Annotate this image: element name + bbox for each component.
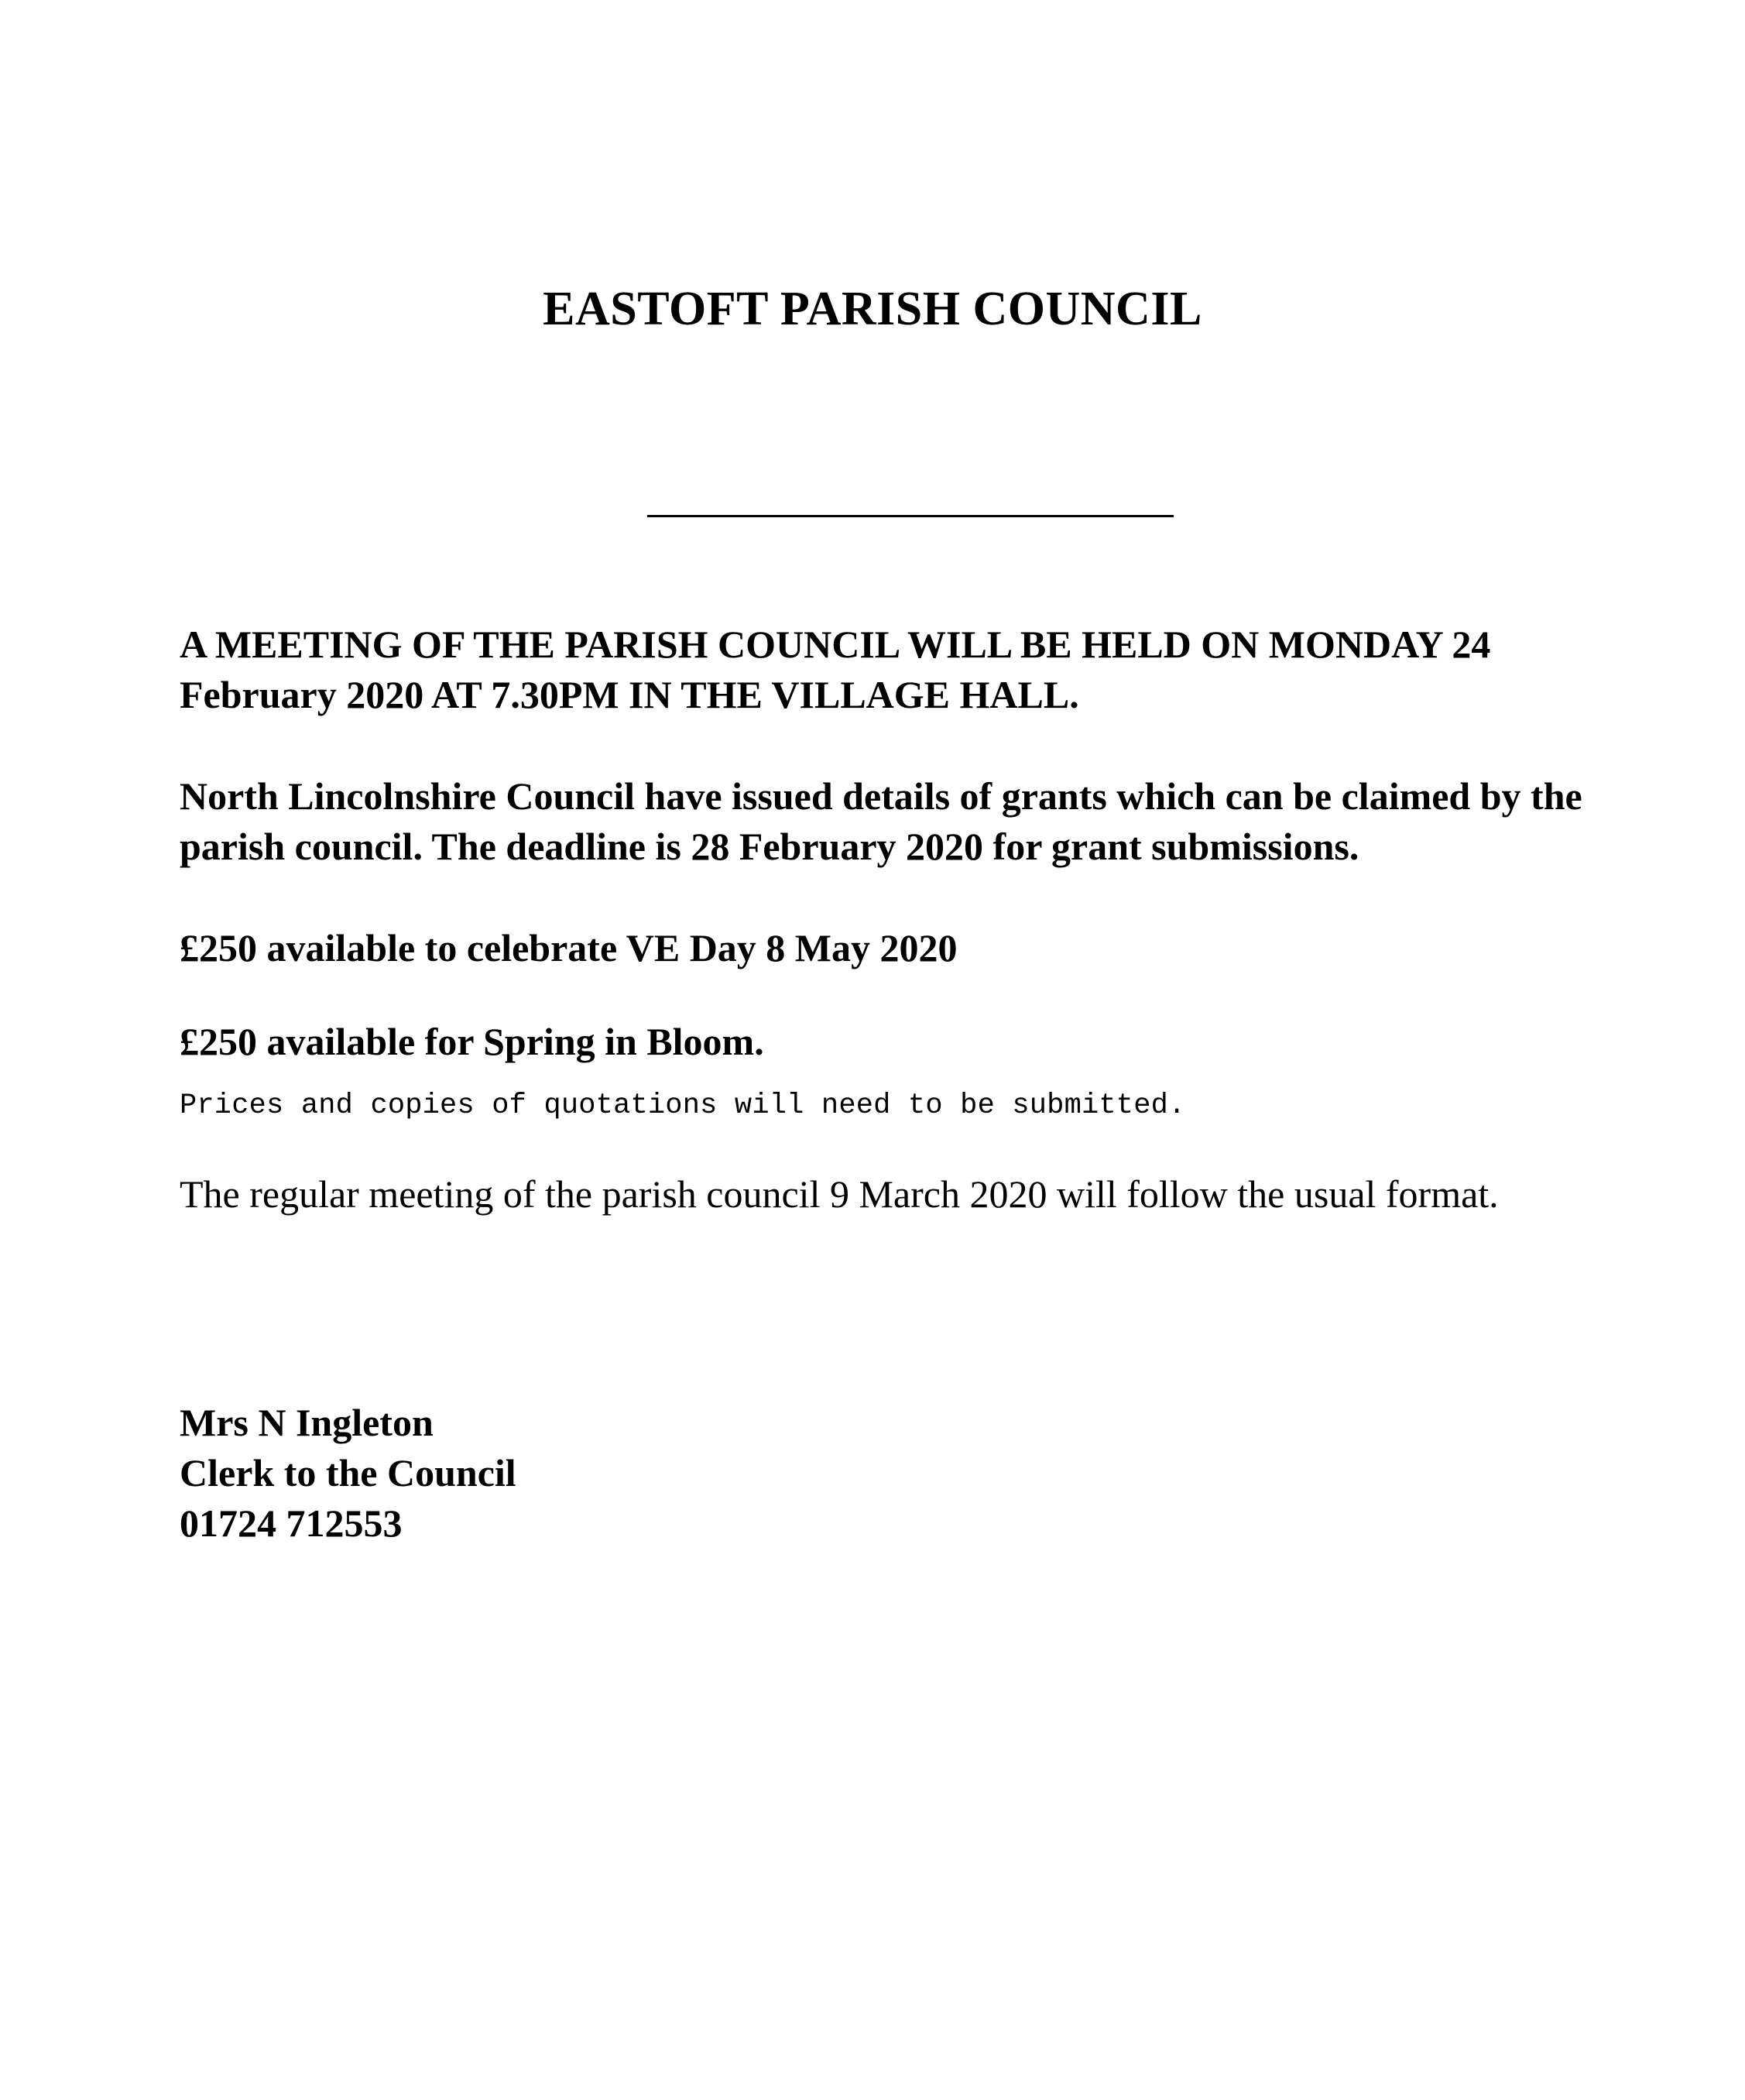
spacer bbox=[180, 1067, 1612, 1087]
quotations-note-paragraph: Prices and copies of quotations will need to be submitted. bbox=[180, 1089, 1186, 1122]
spacer bbox=[180, 1126, 1612, 1169]
spacer bbox=[180, 720, 1612, 771]
signoff-name: Mrs N Ingleton bbox=[180, 1400, 434, 1444]
grant-ve-day-paragraph: £250 available to celebrate VE Day 8 May 2020 bbox=[180, 926, 958, 969]
horizontal-rule-divider bbox=[647, 515, 1174, 517]
grants-notice-paragraph: North Lincolnshire Council have issued details of grants which can be claimed by the parish council. The deadline is 28 February 2020 for grant submissions. bbox=[180, 774, 1582, 868]
signoff-phone: 01724 712553 bbox=[180, 1501, 403, 1545]
spacer bbox=[180, 973, 1612, 1017]
signoff-role: Clerk to the Council bbox=[180, 1450, 516, 1494]
spacer bbox=[180, 872, 1612, 923]
grant-spring-in-bloom-paragraph: £250 available for Spring in Bloom. bbox=[180, 1020, 764, 1063]
meeting-notice-paragraph: A MEETING OF THE PARISH COUNCIL WILL BE HELD ON MONDAY 24 February 2020 AT 7.30PM IN THE VILLAGE HALL. bbox=[180, 623, 1491, 716]
page-title: EASTOFT PARISH COUNCIL bbox=[543, 282, 1202, 335]
spacer bbox=[180, 1220, 1612, 1398]
regular-meeting-paragraph: The regular meeting of the parish council 9 March 2020 will follow the usual format. bbox=[180, 1172, 1499, 1216]
document-body bbox=[180, 619, 1612, 1549]
